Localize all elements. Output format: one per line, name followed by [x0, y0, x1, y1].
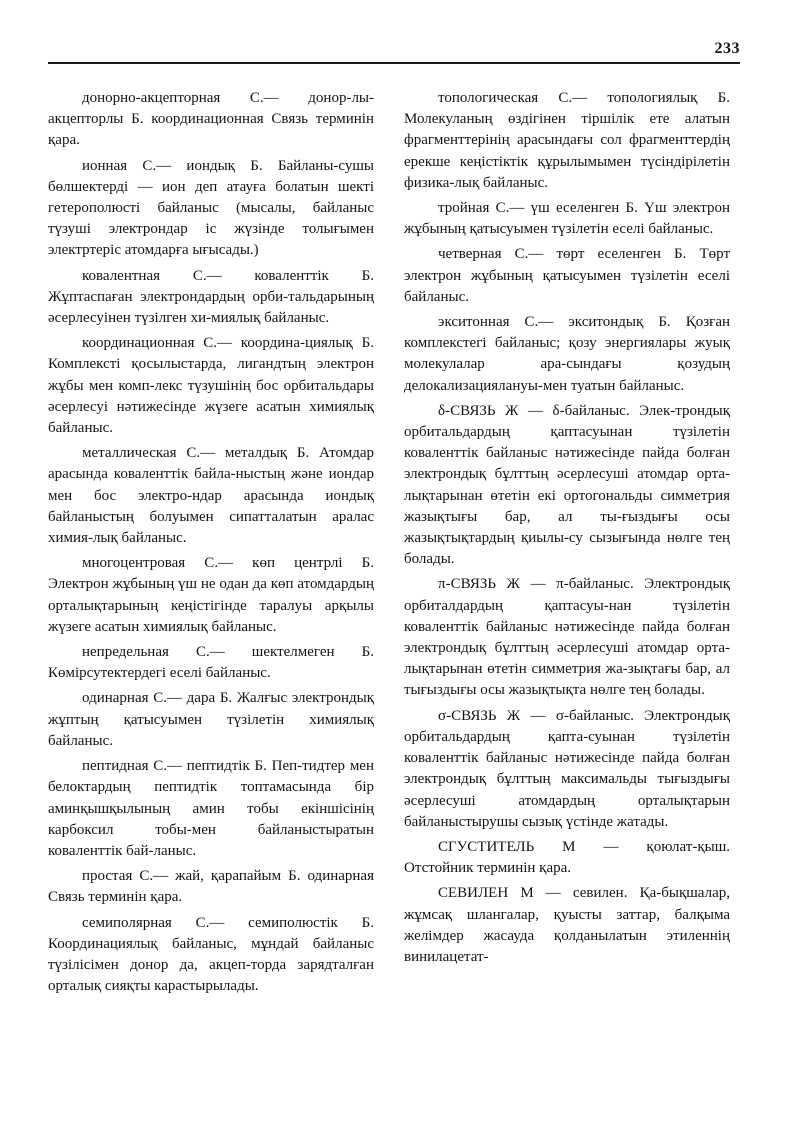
dictionary-entry: одинарная С.— дара Б. Жалғыс электрондық жұптың қатысуымен түзілетін химиялық байланыс. — [48, 690, 374, 749]
dictionary-entry: металлическая С.— металдық Б. Атомдар арасында коваленттік байла-ныстың және иондар мен бос электро-ндар арасында иондық байланыстың болуымен сипатталатын аралас химия-лық байланыс. — [48, 445, 374, 547]
page-number: 233 — [714, 40, 740, 57]
left-column — [48, 88, 374, 1001]
dictionary-entry: тройная С.— үш еселенген Б. Үш электрон жұбының қатысуымен түзілетін еселі байланыс. — [404, 200, 730, 238]
dictionary-entry: простая С.— жай, қарапайым Б. одинарная Связь терминін қара. — [48, 868, 374, 906]
dictionary-entry: π-СВЯЗЬ Ж — π-байланыс. Электрондық орбиталдардың қаптасуы-нан түзілетін коваленттік байланыс нәтижесінде пайда болған электрондық бұлттың әсерлесуші атомдар орта-лықтарынан өтетін симметрия жа-зықтағы бар, ал тығыздығы осы жазықтықта нөлге тең болады. — [404, 576, 730, 699]
dictionary-entry: донорно-акцепторная С.— донор-лы-акцепторлы Б. координационная Связь терминін қара. — [48, 90, 374, 149]
dictionary-entry: ионная С.— иондық Б. Байланы-сушы бөлшектерді — ион деп атауға болатын шекті гетерополюсті байланыс (мысалы, байланыс түзуші электрондар іс жүзінде толығымен электртеріс атомдарға ығысады.) — [48, 157, 374, 259]
dictionary-entry: четверная С.— төрт еселенген Б. Төрт электрон жұбының қатысуымен түзілетін еселі байланыс. — [404, 246, 730, 305]
dictionary-entry: δ-СВЯЗЬ Ж — δ-байланыс. Элек-трондық орбитальдардың қаптасуынан түзілетін коваленттік байланыс нәтижесінде пайда болған электрондық бұлттың әсерлесуші атомдар орта-лықтарынан өтетін екі ортогональды симметрия жазықтығы бар, ал ты-ғыздығы осы жазықтықтардың қиылы-су сызығында нөлге тең болады. — [404, 402, 730, 568]
dictionary-entry: координационная С.— координа-циялық Б. Комплексті қосылыстарда, лигандтың электрон жұбы мен комп-лекс түзушінің бос орбитальдары әсерлесуі нәтижесінде жүзеге асатын химиялық байланыс. — [48, 335, 374, 437]
dictionary-entry: ковалентная С.— коваленттік Б. Жұптаспаған электрондардың орби-тальдарының әсерлесуінен түзілген хи-миялық байланыс. — [48, 267, 374, 327]
dictionary-entry: семиполярная С.— семиполюстік Б. Координациялық байланыс, мұндай байланыс түзілісімен донор да, акцеп-торда зарядталған орталық сияқты карастырылады. — [48, 914, 374, 995]
dictionary-entry: непредельная С.— шектелмеген Б. Көмірсутектердегі еселі байланыс. — [48, 644, 374, 682]
dictionary-entry: СГУСТИТЕЛЬ М — қоюлат-қыш. Отстойник терминін қара. — [404, 838, 730, 877]
dictionary-entry: σ-СВЯЗЬ Ж — σ-байланыс. Электрондық орбитальдардың қапта-суынан түзілетін коваленттік байланыс нәтижесінде пайда болған электрондық бұлттың максимальды тығыздығы әсерлесуші атомдардың орталықтарын байланыстырушы сызық үстінде жатады. — [404, 707, 730, 830]
dictionary-entry: многоцентровая С.— көп центрлі Б. Электрон жұбының үш не одан да көп атомдардың орталықтарының кеңістігінде таралуы арқылы жүзеге асатын химиялық байланыс. — [48, 555, 374, 635]
right-column — [404, 88, 730, 972]
dictionary-entry: топологическая С.— топологиялық Б. Молекуланың өздігінен тіршілік ете алатын фрагменттерінің арасындағы сол фрагменттердің ерекше кеңістіктік құрылымымен түсіндірілетін физика-лық байланыс. — [404, 90, 730, 191]
dictionary-entry: пептидная С.— пептидтік Б. Пеп-тидтер мен белоктардың пептидтік топтамасында бір аминқышқылының амин тобы екіншісінің карбоксил тобы-мен байланыстыратын коваленттік бай-ланыс. — [48, 758, 374, 859]
dictionary-entry: СЕВИЛЕН М — севилен. Қа-бықшалар, жұмсақ шлангалар, қуысты заттар, балқыма желімдер жасауда қолданылатын этиленнің винилацетат- — [404, 885, 730, 965]
header-rule — [48, 62, 740, 64]
dictionary-entry: экситонная С.— экситондық Б. Қозған комплекстегі байланыс; қозу энергиялары жуық молекулалар ара-сындағы қозудың делокализациялануы-мен туатын байланыс. — [404, 314, 730, 394]
